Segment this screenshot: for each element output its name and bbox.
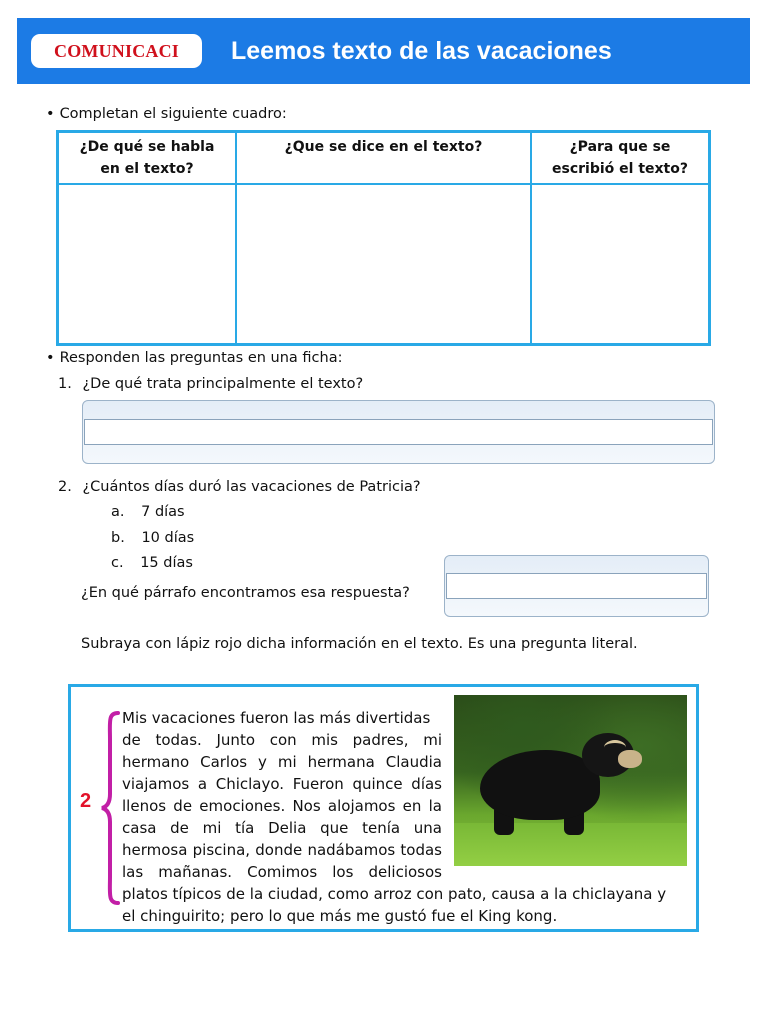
- table-cell-topic[interactable]: [59, 186, 234, 342]
- question-1: [58, 376, 363, 392]
- passage-text: [122, 707, 442, 883]
- option-letter: c.: [111, 555, 124, 571]
- table-cell-content[interactable]: [238, 186, 529, 342]
- passage-line: de todas. Junto con mis padres, mi: [122, 731, 442, 749]
- table-header-topic: [59, 136, 235, 180]
- instruction-text: Responden las preguntas en una ficha:: [59, 350, 343, 366]
- bear-snout: [618, 750, 642, 768]
- subject-badge: COMUNICACI: [31, 34, 202, 68]
- question-paragraph: ¿En qué párrafo encontramos esa respuesta?: [81, 585, 410, 601]
- table-header-purpose: [532, 136, 708, 180]
- table-header-divider: [56, 183, 711, 185]
- header-line: escribió el texto?: [552, 161, 688, 177]
- table-cell-purpose[interactable]: [533, 186, 708, 342]
- table-divider: [235, 130, 237, 346]
- option-letter: b.: [111, 530, 125, 546]
- instruction-text: Completan el siguiente cuadro:: [59, 106, 287, 122]
- option-b[interactable]: [111, 530, 194, 546]
- passage-line: platos típicos de la ciudad, como arroz con pato, causa a la chiclayana y: [122, 885, 667, 903]
- header-line: ¿Para que se: [569, 139, 671, 155]
- question-text: ¿De qué trata principalmente el texto?: [82, 376, 364, 392]
- passage-line: hermosa piscina, donde nadábamos todas: [122, 841, 442, 859]
- passage-line: hermano Carlos y mi hermana Claudia: [122, 753, 442, 771]
- passage-line: el chinguirito; pero lo que más me gustó fue el King kong.: [122, 907, 558, 925]
- passage-line: casa de mi tía Delia que tenía una: [122, 819, 442, 837]
- paragraph-number: 2: [80, 790, 92, 812]
- curly-brace-icon: [100, 710, 122, 906]
- spectacled-bear-photo: [454, 695, 687, 866]
- answer-line-paragraph[interactable]: [446, 573, 707, 599]
- option-a[interactable]: [111, 504, 185, 520]
- passage-text-wide: [122, 883, 692, 927]
- option-text: 10 días: [141, 530, 195, 546]
- instruction-answer-questions: [46, 350, 342, 366]
- option-text: 7 días: [141, 504, 185, 520]
- instruction-complete-table: [46, 106, 287, 122]
- passage-line: Mis vacaciones fueron las más divertidas: [122, 709, 431, 727]
- answer-line-q1[interactable]: [84, 419, 713, 445]
- question-number: 2.: [58, 479, 72, 495]
- page-title: Leemos texto de las vacaciones: [231, 36, 612, 65]
- passage-line: llenos de emociones. Nos alojamos en la: [122, 797, 442, 815]
- header-line: en el texto?: [100, 161, 194, 177]
- option-text: 15 días: [140, 555, 193, 571]
- passage-line: viajamos a Chiclayo. Fueron quince días: [122, 775, 442, 793]
- table-header-content: [237, 136, 530, 158]
- header-line: ¿De qué se habla: [79, 139, 215, 155]
- header-line: ¿Que se dice en el texto?: [284, 139, 483, 155]
- question-text: ¿Cuántos días duró las vacaciones de Patricia?: [82, 479, 421, 495]
- question-number: 1.: [58, 376, 72, 392]
- passage-line: las mañanas. Comimos los deliciosos: [122, 863, 442, 881]
- underline-instruction: Subraya con lápiz rojo dicha información en el texto. Es una pregunta literal.: [81, 636, 638, 652]
- option-letter: a.: [111, 504, 125, 520]
- question-2: [58, 479, 421, 495]
- option-c[interactable]: [111, 555, 193, 571]
